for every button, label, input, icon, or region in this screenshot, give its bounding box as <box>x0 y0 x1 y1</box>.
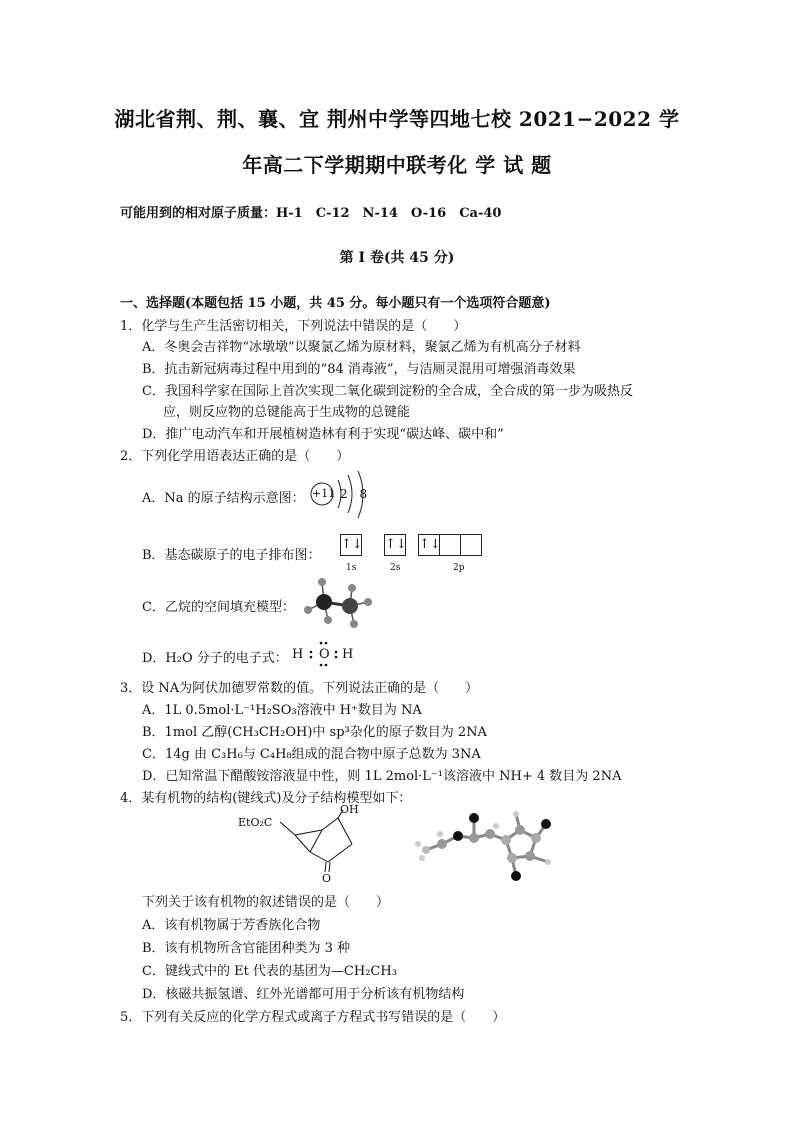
option-c: C．键线式中的 Et 代表的基团为—CH₂CH₃ <box>142 964 397 979</box>
question-stem: 3．设 NA为阿伏加德罗常数的值。下列说法正确的是（ ） <box>120 681 479 696</box>
option-c-cont: 应，则反应物的总键能高于生成物的总键能 <box>163 405 411 420</box>
option-d: D．推广电动汽车和开展植树造林有利于实现“碳达峰、碳中和” <box>142 427 504 442</box>
ethane-model-icon <box>300 576 380 632</box>
section-title: 第 I 卷(共 45 分) <box>339 250 455 266</box>
option-a: A．冬奥会吉祥物“冰墩墩”以聚氯乙烯为原材料，聚氯乙烯为有机高分子材料 <box>142 340 581 355</box>
option-b: B．基态碳原子的电子排布图： <box>142 548 321 563</box>
option-b: B．抗击新冠病毒过程中用到的“84 消毒液”，与洁厕灵混用可增强消毒效果 <box>142 362 576 377</box>
question-5-stem: 5．下列有关反应的化学方程式或离子方程式书写错误的是（ ） <box>120 1010 506 1025</box>
nucleus-charge: +11 <box>312 487 336 500</box>
option-b: B．1mol 乙醇(CH₃CH₂OH)中 sp³杂化的原子数目为 2NA <box>142 725 487 740</box>
water-electron-formula <box>292 640 362 668</box>
option-a: A．Na 的原子结构示意图： <box>142 491 305 506</box>
page-title-line2: 年高二下学期期中联考化 学 试 题 <box>242 153 552 177</box>
question-substem: 下列关于该有机物的叙述错误的是（ ） <box>142 895 390 910</box>
label-2p: 2p <box>453 563 465 573</box>
electron-shells: 2 8 <box>340 487 372 501</box>
option-d: D．核磁共振氢谱、红外光谱都可用于分析该有机物结构 <box>142 987 465 1002</box>
part-heading: 一、选择题(本题包括 15 小题，共 45 分。每小题只有一个选项符合题意) <box>120 296 551 311</box>
option-d: D．已知常温下醋酸铵溶液显中性，则 1L 2mol·L⁻¹该溶液中 NH+ 4 数目为 2NA <box>142 769 622 784</box>
ester-label: EtO₂C <box>238 816 273 829</box>
ketone-label: O <box>322 872 332 885</box>
option-d: D．H₂O 分子的电子式： <box>142 651 288 666</box>
orbital-1s: ↑↓ <box>340 534 362 556</box>
option-a: A．该有机物属于芳香族化合物 <box>142 918 321 933</box>
hydrogen-left: H <box>292 647 304 662</box>
option-c: C．乙烷的空间填充模型： <box>142 600 295 615</box>
label-1s: 1s <box>346 563 357 573</box>
question-stem: 2．下列化学用语表达正确的是（ ） <box>120 449 350 464</box>
question-stem: 4．某有机物的结构(键线式)及分子结构模型如下： <box>120 791 412 806</box>
option-c: C．我国科学家在国际上首次实现二氧化碳到淀粉的全合成，全合成的第一步为吸热反 <box>142 384 633 399</box>
orbital-2p-1: ↑↓ <box>418 534 440 556</box>
electron-dots-icon <box>292 640 362 668</box>
option-a: A．1L 0.5mol·L⁻¹H₂SO₃溶液中 H⁺数目为 NA <box>142 703 422 718</box>
oxygen: O <box>319 647 330 662</box>
hydrogen-right: H <box>342 647 354 662</box>
ball-and-stick-model-icon <box>412 800 572 890</box>
option-c: C．14g 由 C₃H₆与 C₄H₈组成的混合物中原子总数为 3NA <box>142 747 481 762</box>
atomic-masses: 可能用到的相对原子质量：H-1 C-12 N-14 O-16 Ca-40 <box>120 206 502 221</box>
question-stem: 1．化学与生产生活密切相关，下列说法中错误的是（ ） <box>120 319 467 334</box>
option-b: B．该有机物所含官能团种类为 3 种 <box>142 941 351 956</box>
page-title-line1: 湖北省荆、荆、襄、宜 荆州中学等四地七校 2021−2022 学 <box>114 107 680 131</box>
label-2s: 2s <box>390 563 401 573</box>
orbital-2p-2 <box>439 534 461 556</box>
hydroxyl-label: OH <box>340 803 359 816</box>
orbital-2s: ↑↓ <box>384 534 406 556</box>
orbital-2p-3 <box>460 534 482 556</box>
orbital-diagram <box>340 534 500 574</box>
